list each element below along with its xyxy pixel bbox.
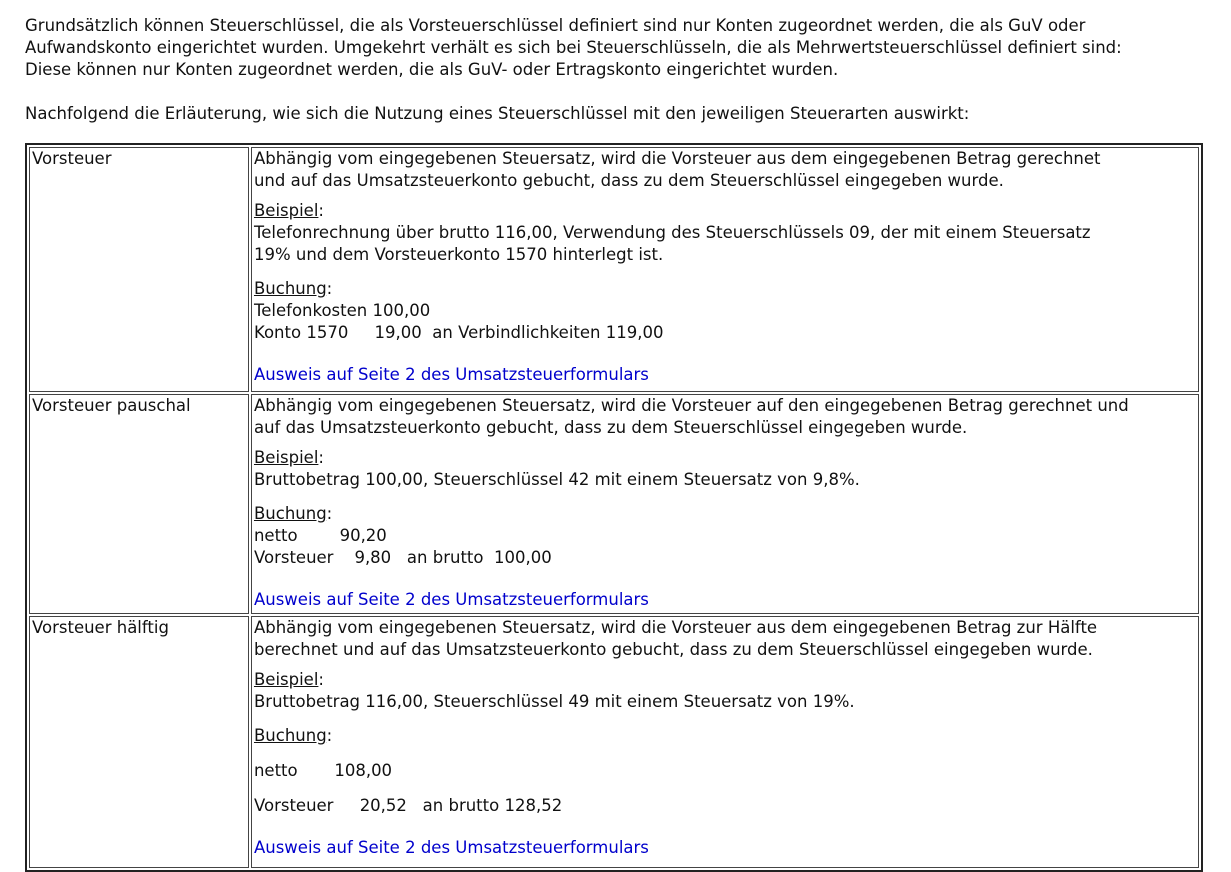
tax-type-name: Vorsteuer <box>29 147 249 392</box>
buchung-label: Buchung <box>253 279 327 298</box>
description-line: und auf das Umsatzsteuerkonto gebucht, dass zu dem Steuerschlüssel eingegeben wurde. <box>253 171 1004 190</box>
beispiel-line: Bruttobetrag 100,00, Steuerschlüssel 42 mit einem Steuersatz von 9,8%. <box>253 470 860 489</box>
beispiel-line: 19% und dem Vorsteuerkonto 1570 hinterlegt ist. <box>253 245 664 264</box>
lead-sentence: Nachfolgend die Erläuterung, wie sich die Nutzung eines Steuerschlüssel mit den jeweiligen Steuerarten auswirkt: <box>25 104 970 123</box>
beispiel-line: Bruttobetrag 116,00, Steuerschlüssel 49 mit einem Steuersatz von 19%. <box>253 692 855 711</box>
description-line: auf das Umsatzsteuerkonto gebucht, dass zu dem Steuerschlüssel eingegeben wurde. <box>253 418 968 437</box>
beispiel-heading: Beispiel: <box>253 448 324 467</box>
buchung-line: netto 108,00 <box>253 761 393 780</box>
tax-type-description <box>251 394 1199 614</box>
buchung-line: Konto 1570 19,00 an Verbindlichkeiten 119,00 <box>253 323 664 342</box>
intro-line: Diese können nur Konten zugeordnet werden, die als GuV- oder Ertragskonto eingerichtet wurden. <box>25 60 839 79</box>
description-line: berechnet und auf das Umsatzsteuerkonto gebucht, dass zu dem Steuerschlüssel eingegeben wurde. <box>253 640 1093 659</box>
table-row <box>29 147 1199 392</box>
intro-line: Aufwandskonto eingerichtet wurden. Umgekehrt verhält es sich bei Steuerschlüsseln, die als Mehrwertsteuerschlüssel definiert sind: <box>25 38 1122 57</box>
form-link[interactable]: Ausweis auf Seite 2 des Umsatzsteuerformulars <box>253 838 649 857</box>
help-page <box>25 15 1225 857</box>
form-link[interactable]: Ausweis auf Seite 2 des Umsatzsteuerformulars <box>253 365 649 384</box>
buchung-line: netto 90,20 <box>253 526 387 545</box>
beispiel-heading: Beispiel: <box>253 670 324 689</box>
buchung-label: Buchung <box>253 726 327 745</box>
beispiel-label: Beispiel <box>253 670 319 689</box>
beispiel-label: Beispiel <box>253 201 319 220</box>
tax-type-name: Vorsteuer hälftig <box>29 616 249 868</box>
table-row <box>29 394 1199 614</box>
buchung-line: Telefonkosten 100,00 <box>253 301 431 320</box>
tax-type-description <box>251 616 1199 868</box>
tax-type-description <box>251 147 1199 392</box>
buchung-label: Buchung <box>253 504 327 523</box>
tax-type-name: Vorsteuer pauschal <box>29 394 249 614</box>
intro-line: Grundsätzlich können Steuerschlüssel, die als Vorsteuerschlüssel definiert sind nur Konten zugeordnet werden, die als GuV oder <box>25 16 1086 35</box>
table-row <box>29 616 1199 868</box>
beispiel-line: Telefonrechnung über brutto 116,00, Verwendung des Steuerschlüssels 09, der mit einem Steuersatz <box>253 223 1091 242</box>
buchung-line: Vorsteuer 20,52 an brutto 128,52 <box>253 796 563 815</box>
description-line: Abhängig vom eingegebenen Steuersatz, wird die Vorsteuer aus dem eingegebenen Betrag zur Hälfte <box>253 618 1098 637</box>
form-link[interactable]: Ausweis auf Seite 2 des Umsatzsteuerformulars <box>253 590 649 609</box>
description-line: Abhängig vom eingegebenen Steuersatz, wird die Vorsteuer auf den eingegebenen Betrag gerechnet und <box>253 396 1129 415</box>
beispiel-label: Beispiel <box>253 448 319 467</box>
buchung-heading: Buchung: <box>253 279 333 298</box>
intro-paragraph <box>25 15 1221 81</box>
buchung-heading: Buchung: <box>253 726 333 745</box>
beispiel-heading: Beispiel: <box>253 201 324 220</box>
buchung-line: Vorsteuer 9,80 an brutto 100,00 <box>253 548 552 567</box>
buchung-heading: Buchung: <box>253 504 333 523</box>
tax-type-table <box>25 143 1203 872</box>
description-line: Abhängig vom eingegebenen Steuersatz, wird die Vorsteuer aus dem eingegebenen Betrag gerechnet <box>253 149 1101 168</box>
